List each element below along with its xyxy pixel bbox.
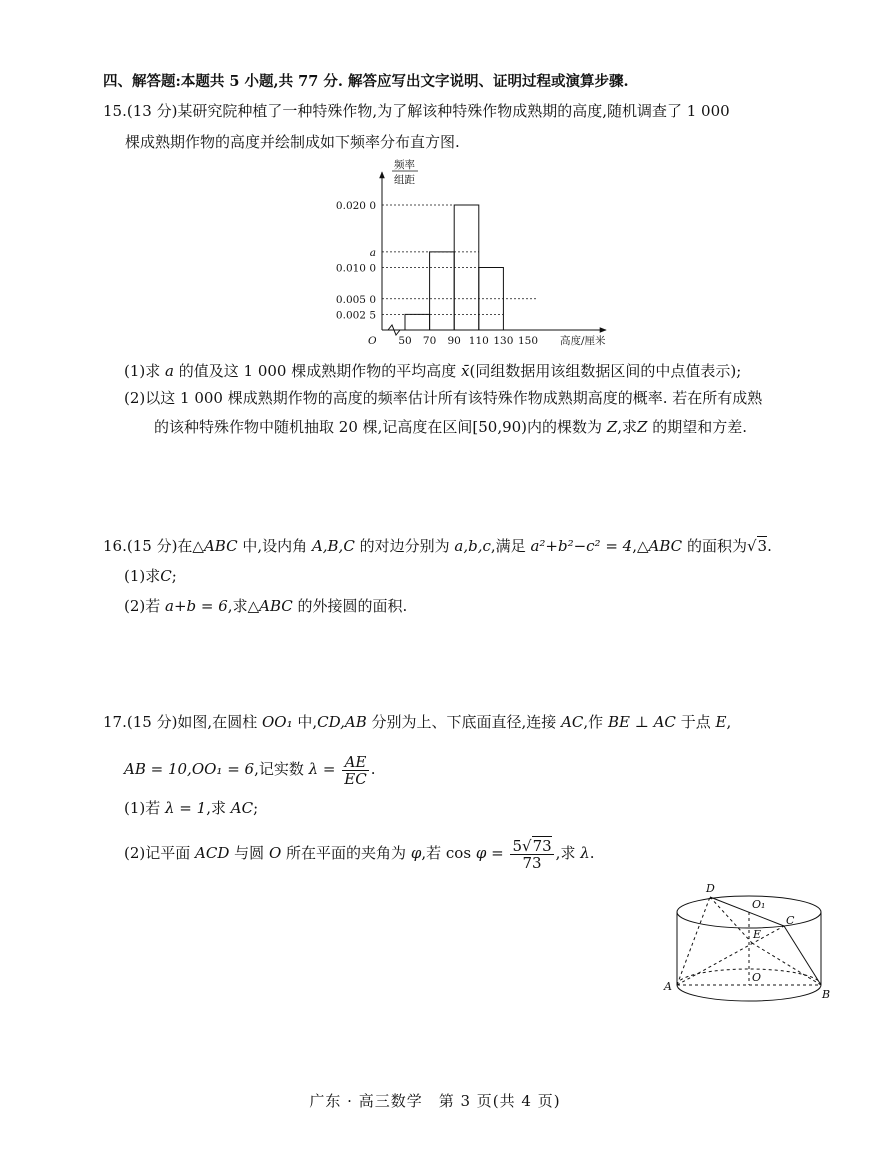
segment-cd-lower bbox=[710, 897, 752, 943]
q15-var-Z: Z bbox=[606, 418, 618, 436]
x-tick-label: 90 bbox=[447, 335, 461, 347]
q15-part1-lead: (1)求 bbox=[124, 362, 161, 380]
q17-ac: AC bbox=[561, 713, 584, 731]
q16-part2-mid: ,求△ bbox=[227, 597, 260, 615]
q17-part2-e: ,求 bbox=[555, 844, 576, 862]
cylinder-figure bbox=[660, 878, 860, 1008]
q16-part2-lead: (2)若 bbox=[124, 597, 161, 615]
label-o1: O₁ bbox=[752, 898, 766, 911]
q17-lambda-def: λ = bbox=[308, 760, 336, 778]
diameter-dc bbox=[710, 897, 784, 926]
q17-line2 bbox=[124, 752, 375, 787]
x-tick-label: 70 bbox=[422, 335, 437, 347]
q16-score: (15 分) bbox=[126, 537, 178, 555]
q17-line2-end: . bbox=[370, 760, 376, 778]
y-tick-label: 0.020 0 bbox=[335, 200, 376, 212]
q17-part2 bbox=[124, 834, 595, 872]
q17-part2-lead: (2)记平面 bbox=[124, 844, 191, 862]
q17-plane-acd: ACD bbox=[195, 844, 230, 862]
segment-be bbox=[752, 943, 821, 985]
q17-part1-lambda: λ = 1 bbox=[165, 799, 207, 817]
x-axis-label: 高度/厘米 bbox=[560, 335, 606, 347]
q15-part2-line1: (2)以这 1 000 棵成熟期作物的高度的频率估计所有该特殊作物成熟期高度的概率. 若在所有成熟 bbox=[124, 389, 763, 407]
frequency-histogram bbox=[310, 158, 630, 358]
q17-cos-radicand: 73 bbox=[532, 836, 552, 855]
y-tick-label: a bbox=[369, 246, 376, 259]
origin-label: O bbox=[368, 335, 377, 347]
q15-part2-line2 bbox=[154, 417, 747, 437]
q16-text-d: ,满足 bbox=[490, 537, 526, 555]
q15-var-a: a bbox=[165, 362, 174, 380]
q17-phi: φ bbox=[410, 844, 422, 862]
q16-text-e: ,△ bbox=[632, 537, 649, 555]
q17-frac-denominator: EC bbox=[344, 769, 367, 788]
q16-text-c: 的对边分别为 bbox=[359, 537, 450, 555]
q17-text-e: 于点 bbox=[680, 713, 711, 731]
q17-part2-d: ,若 cos bbox=[421, 844, 472, 862]
q15-number: 15. bbox=[103, 102, 127, 120]
label-o: O bbox=[752, 971, 762, 984]
q16-part2 bbox=[124, 596, 407, 616]
segment-ad bbox=[677, 897, 710, 985]
q16-stem bbox=[103, 536, 772, 556]
q16-text-f: 的面积为 bbox=[686, 537, 747, 555]
page-footer: 广东 · 高三数学 第 3 页(共 4 页) bbox=[309, 1092, 561, 1110]
q17-phi-2: φ bbox=[475, 844, 487, 862]
q16-part1-lead: (1)求 bbox=[124, 567, 161, 585]
q16-part2-eq: a+b = 6 bbox=[165, 597, 228, 615]
label-a: A bbox=[664, 980, 672, 993]
q17-be-perp-ac: BE ⊥ AC bbox=[607, 713, 676, 731]
q16-triangle-abc-2: ABC bbox=[648, 537, 683, 555]
histogram-bar bbox=[405, 314, 430, 330]
q15-stem-line2: 棵成熟期作物的高度并绘制成如下频率分布直方图. bbox=[125, 133, 460, 151]
q15-part1-mid: 的值及这 1 000 棵成熟期作物的平均高度 bbox=[178, 362, 457, 380]
q17-cos-denominator: 73 bbox=[522, 853, 542, 872]
label-b: B bbox=[822, 988, 831, 1001]
q17-part1-end: ; bbox=[253, 799, 259, 817]
q15-stem-text1: 某研究院种植了一种特殊作物,为了解该种特殊作物成熟期的高度,随机调查了 1 000 bbox=[177, 102, 730, 120]
q16-equation: a²+b²−c² = 4 bbox=[530, 537, 633, 555]
q17-line2-mid: ,记实数 bbox=[254, 760, 304, 778]
y-axis-label-denominator: 组距 bbox=[394, 174, 415, 186]
q17-cos-numerator bbox=[510, 838, 553, 855]
q15-stem-line1 bbox=[103, 101, 730, 121]
q15-var-Z2: Z bbox=[637, 418, 648, 436]
q17-text-b: 中, bbox=[297, 713, 318, 731]
q16-part1-end: ; bbox=[171, 567, 177, 585]
segment-bc bbox=[784, 926, 821, 985]
q16-part1 bbox=[124, 566, 177, 586]
q16-number: 16. bbox=[103, 537, 127, 555]
q15-score: (13 分) bbox=[126, 102, 178, 120]
q16-sides: a,b,c bbox=[454, 537, 491, 555]
q17-equals: = bbox=[491, 844, 504, 862]
x-tick-label: 110 bbox=[468, 335, 489, 347]
q17-part1-lead: (1)若 bbox=[124, 799, 161, 817]
q17-score: (15 分) bbox=[126, 713, 178, 731]
q17-text-c: 分别为上、下底面直径,连接 bbox=[371, 713, 557, 731]
q16-triangle-abc: ABC bbox=[203, 537, 238, 555]
y-tick-label: 0.002 5 bbox=[335, 309, 376, 322]
q17-circle-o: O bbox=[268, 844, 282, 862]
q17-part2-f: . bbox=[589, 844, 595, 862]
q16-part2-end: 的外接圆的面积. bbox=[297, 597, 408, 615]
y-axis-label-numerator: 频率 bbox=[394, 159, 415, 171]
x-tick-label: 130 bbox=[493, 335, 514, 347]
q17-part2-b: 与圆 bbox=[234, 844, 265, 862]
q16-var-C: C bbox=[160, 567, 172, 585]
y-tick-label: 0.005 0 bbox=[335, 293, 376, 306]
label-c: C bbox=[786, 914, 795, 927]
q17-part1-ac: AC bbox=[230, 799, 254, 817]
segment-ac bbox=[677, 926, 784, 985]
q17-text-f: , bbox=[726, 713, 732, 731]
q17-part1 bbox=[124, 798, 258, 818]
y-tick-label: 0.010 0 bbox=[335, 262, 376, 275]
q15-part2-text-c: 的期望和方差. bbox=[652, 418, 748, 436]
q17-stem bbox=[103, 712, 731, 732]
x-tick-label: 150 bbox=[517, 335, 539, 347]
q17-cd-ab: CD,AB bbox=[317, 713, 367, 731]
q15-part2-text-b: ,求 bbox=[617, 418, 638, 436]
q17-part1-mid: ,求 bbox=[206, 799, 226, 817]
q15-xbar: x̄ bbox=[461, 362, 470, 380]
histogram-bar bbox=[430, 252, 455, 330]
sqrt-sign: √ bbox=[746, 537, 757, 555]
x-tick-label: 50 bbox=[398, 335, 412, 347]
q17-cos-fraction bbox=[510, 838, 553, 871]
q17-given: AB = 10,OO₁ = 6 bbox=[124, 760, 255, 778]
label-d: D bbox=[706, 882, 715, 895]
bottom-base-front-arc bbox=[677, 985, 821, 1001]
q17-fraction bbox=[342, 754, 368, 787]
q17-text-d: ,作 bbox=[583, 713, 604, 731]
section-heading: 四、解答题:本题共 5 小题,共 77 分. 解答应写出文字说明、证明过程或演算步骤. bbox=[103, 73, 629, 90]
q16-angles: A,B,C bbox=[311, 537, 355, 555]
q17-frac-numerator: AE bbox=[342, 754, 368, 771]
label-e: E bbox=[753, 928, 762, 941]
q15-part2-text-a: 的该种特殊作物中随机抽取 20 棵,记高度在区间[50,90)内的棵数为 bbox=[154, 418, 603, 436]
q17-lambda: λ bbox=[580, 844, 590, 862]
q17-point-e: E bbox=[715, 713, 727, 731]
q17-number: 17. bbox=[103, 713, 127, 731]
q17-cos-coef: 5 bbox=[512, 836, 523, 855]
q16-text-b: 中,设内角 bbox=[242, 537, 308, 555]
q17-oo1: OO₁ bbox=[261, 713, 293, 731]
q16-text-a: 在△ bbox=[177, 537, 204, 555]
q15-part1-tail: (同组数据用该组数据区间的中点值表示); bbox=[469, 362, 742, 380]
q16-part2-abc: ABC bbox=[259, 597, 293, 615]
q16-area-value: 3 bbox=[757, 537, 768, 555]
q17-text-a: 如图,在圆柱 bbox=[177, 713, 258, 731]
sqrt-sign: √ bbox=[522, 836, 532, 855]
q15-part1 bbox=[124, 361, 741, 381]
q17-part2-c: 所在平面的夹角为 bbox=[286, 844, 407, 862]
q16-text-g: . bbox=[767, 537, 772, 555]
